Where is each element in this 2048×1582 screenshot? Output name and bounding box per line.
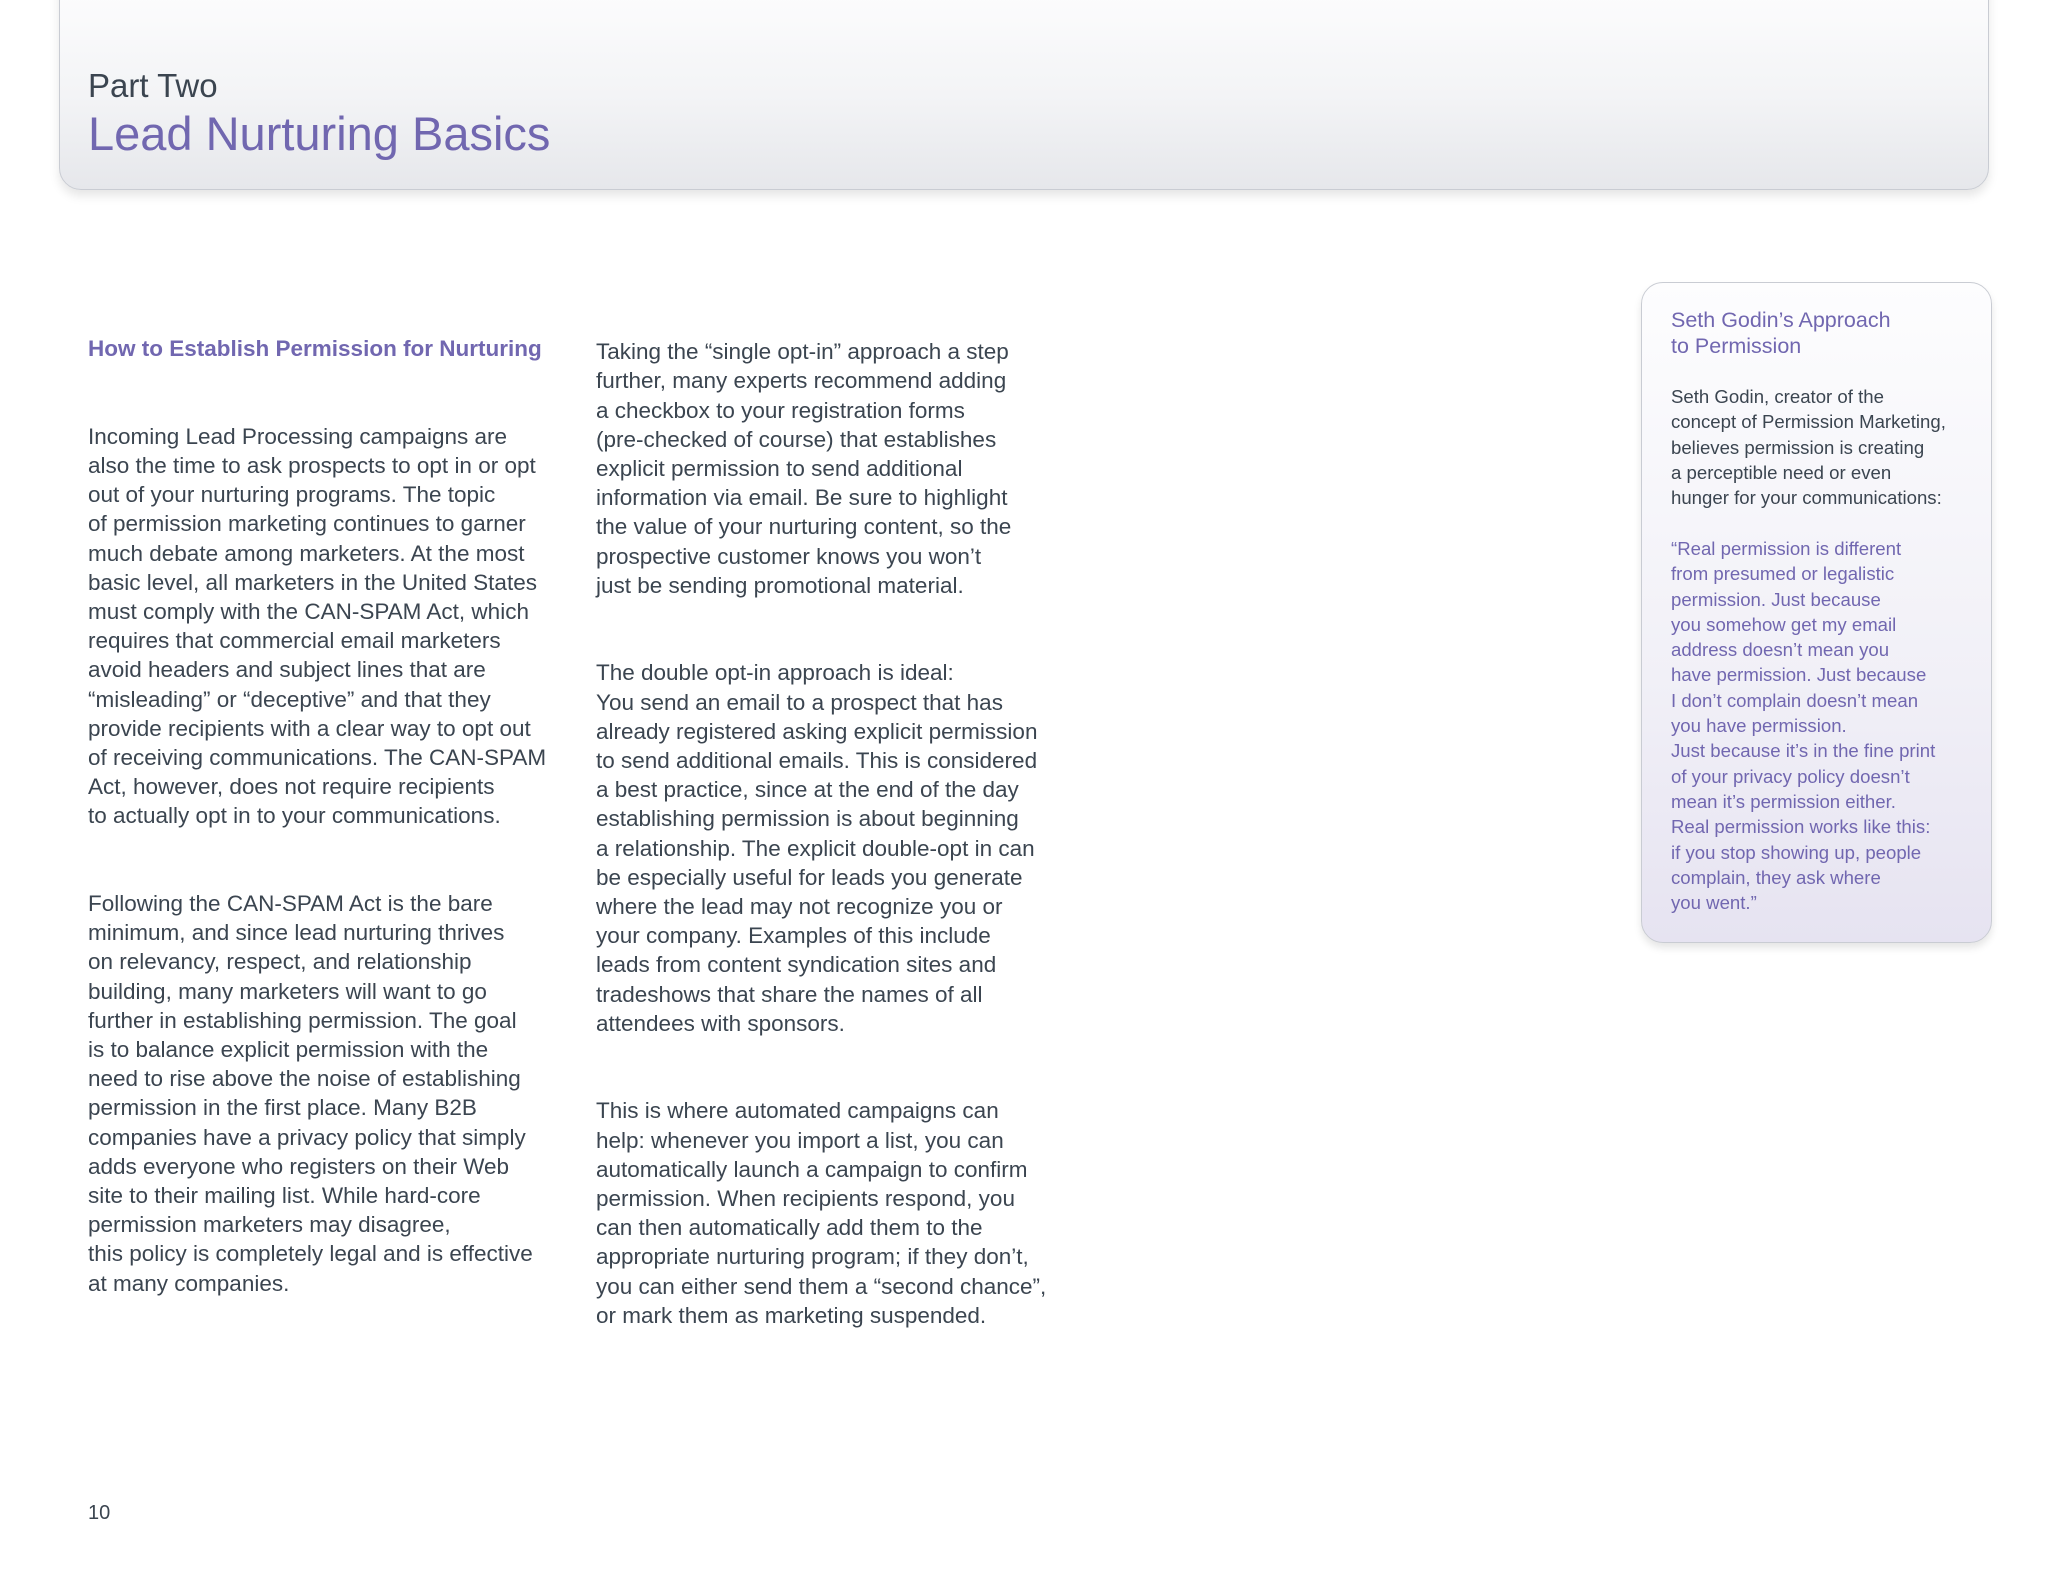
- text-column-left: [88, 305, 568, 1356]
- sidebar-title: Seth Godin’s Approach to Permission: [1671, 308, 1891, 358]
- section-heading: How to Establish Permission for Nurturing: [88, 336, 542, 362]
- paragraph: The double opt-in approach is ideal: You send an email to a prospect that has already registered asking explicit permission to send additional emails. This is considered a best practice, since at the end of the day establishing permission is about beginning a relationship. The explicit double-opt in can be especially useful for leads you generate where the lead may not recognize you or your company. Examples of this include leads from content syndication sites and tradeshows that share the names of all attendees with sponsors.: [596, 660, 1038, 1036]
- page-number: 10: [88, 1502, 111, 1524]
- paragraph: This is where automated campaigns can help: whenever you import a list, you can automatically launch a campaign to confirm permission. When recipients respond, you can then automatically add them to the appropriate nurturing program; if they don’t, you can either send them a “second chance”, or mark them as marketing suspended.: [596, 1098, 1047, 1328]
- page-title: Lead Nurturing Basics: [88, 107, 551, 160]
- text-column-middle: [596, 308, 1076, 1388]
- paragraph: Taking the “single opt-in” approach a step further, many experts recommend adding a checkbox to your registration forms (pre-checked of course) that establishes explicit permission to send additional information via email. Be sure to highlight the value of your nurturing content, so the prospective customer knows you won’t just be sending promotional material.: [596, 339, 1012, 598]
- header-panel: [59, 0, 1989, 190]
- sidebar-quote: “Real permission is different from presumed or legalistic permission. Just because you somehow get my email address doesn’t mean you have permission. Just because I don’t complain doesn’t mean you have permission. Just because it’s in the fine print of your privacy policy doesn’t mean it’s permission either. Real permission works like this: if you stop showing up, people complain, they ask where you went.”: [1671, 538, 1936, 914]
- paragraph: Incoming Lead Processing campaigns are also the time to ask prospects to opt in or opt out of your nurturing programs. The topic of permission marketing continues to garner much debate among marketers. At the most basic level, all marketers in the United States must comply with the CAN-SPAM Act, which requires that commercial email marketers avoid headers and subject lines that are “misleading” or “deceptive” and that they provide recipients with a clear way to opt out of receiving communications. The CAN-SPAM Act, however, does not require recipients to actually opt in to your communications.: [88, 423, 547, 829]
- sidebar-body: Seth Godin, creator of the concept of Permission Marketing, believes permission is creating a perceptible need or even hunger for your communications:: [1671, 386, 1946, 509]
- part-label: Part Two: [88, 67, 218, 104]
- paragraph: Following the CAN-SPAM Act is the bare minimum, and since lead nurturing thrives on relevancy, respect, and relationship building, many marketers will want to go further in establishing permission. The goal is to balance explicit permission with the need to rise above the noise of establishing permission in the first place. Many B2B companies have a privacy policy that simply adds everyone who registers on their Web site to their mailing list. While hard-core permission marketers may disagree, this policy is completely legal and is effective at many companies.: [88, 891, 533, 1296]
